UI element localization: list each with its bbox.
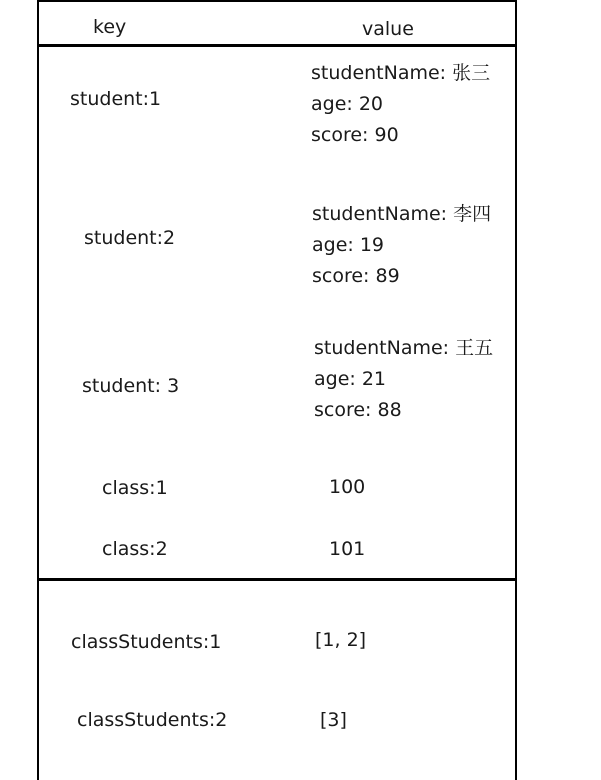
- row-value-student-3-name: studentName: 王五: [314, 337, 494, 359]
- row-value-student-3-score: score: 88: [314, 399, 402, 421]
- row-value-class-1: 100: [329, 476, 366, 498]
- row-key-student-2: student:2: [84, 227, 176, 249]
- class-students-value-1: [1, 2]: [315, 629, 367, 651]
- row-value-student-1-score: score: 90: [311, 124, 399, 146]
- row-key-class-1: class:1: [102, 477, 168, 499]
- header-divider: [37, 44, 517, 47]
- class-students-key-2: classStudents:2: [77, 709, 228, 731]
- row-value-student-2-name: studentName: 李四: [312, 203, 492, 225]
- column-header-key: key: [93, 16, 127, 38]
- row-value-student-3-age: age: 21: [314, 368, 387, 390]
- class-students-table: [37, 580, 517, 780]
- row-value-class-2: 101: [329, 538, 366, 560]
- row-value-student-1-name: studentName: 张三: [311, 62, 491, 84]
- row-value-student-1-age: age: 20: [311, 93, 384, 115]
- class-students-value-2: [3]: [320, 709, 347, 731]
- column-header-value: value: [362, 18, 414, 40]
- row-value-student-2-age: age: 19: [312, 234, 385, 256]
- row-key-class-2: class:2: [102, 538, 168, 560]
- row-value-student-2-score: score: 89: [312, 265, 400, 287]
- row-key-student-3: student: 3: [82, 375, 180, 397]
- row-key-student-1: student:1: [70, 88, 162, 110]
- class-students-key-1: classStudents:1: [71, 631, 222, 653]
